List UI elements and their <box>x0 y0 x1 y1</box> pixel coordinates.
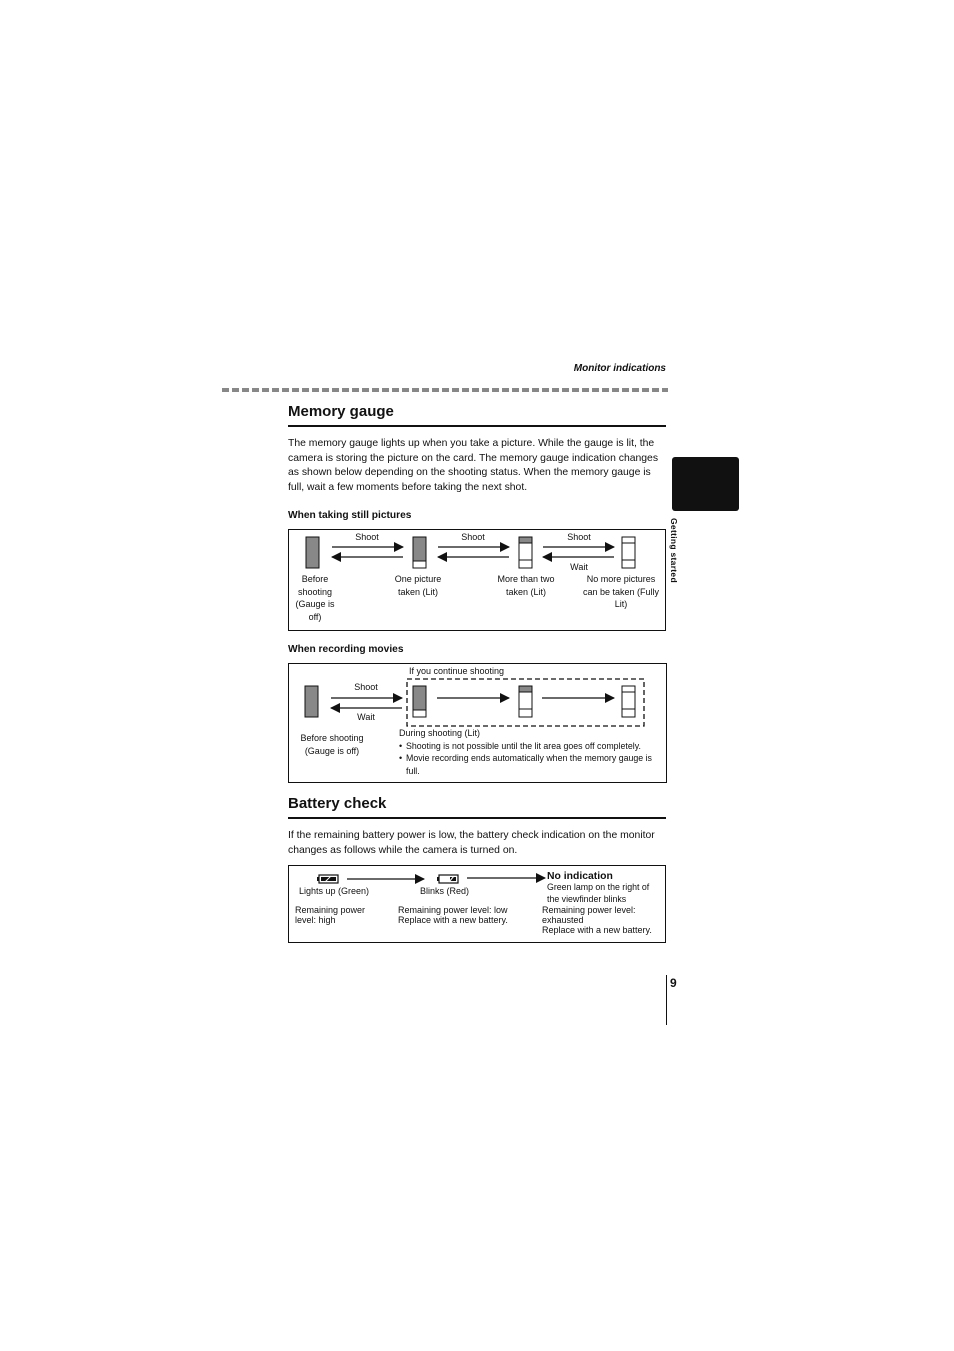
header-dashed-rule <box>222 388 668 392</box>
arrow-label-shoot: Shoot <box>354 682 378 692</box>
recording-movies-diagram <box>288 663 667 783</box>
detail-line-1: Green lamp on the right of <box>547 882 650 892</box>
level-line-2: Replace with a new battery. <box>398 915 508 925</box>
running-title: Monitor indications <box>573 363 666 374</box>
memory-gauge-rule <box>288 425 666 427</box>
level-line-2: level: high <box>295 915 336 925</box>
arrow-label-wait: Wait <box>357 712 375 722</box>
battery-status-blinks: Blinks (Red) <box>420 886 470 896</box>
note-text: Shooting is not possible until the lit area goes off completely. <box>406 740 641 751</box>
still-pictures-diagram <box>288 529 666 631</box>
arrow-label-shoot: Shoot <box>355 532 379 542</box>
bullet-icon: • <box>399 753 403 764</box>
note-item <box>399 752 667 777</box>
note-text: Movie recording ends automatically when the memory gauge is full. <box>406 753 652 776</box>
memory-gauge-title: Memory gauge <box>288 403 394 420</box>
battery-check-paragraph: If the remaining battery power is low, the battery check indication on the monitor changes as follows while the camera is turned on. <box>288 830 655 856</box>
battery-low-icon <box>437 875 458 883</box>
battery-check-title: Battery check <box>288 795 387 812</box>
gauge-icon-during-2 <box>519 686 532 717</box>
arrow-label-shoot: Shoot <box>461 532 485 542</box>
level-line-1: Remaining power <box>295 905 366 915</box>
battery-level-high <box>295 905 365 925</box>
during-caption-title: During shooting (Lit) <box>399 728 481 738</box>
note-item <box>399 740 667 753</box>
level-line-1: Remaining power level: <box>542 905 636 915</box>
detail-line-2: the viewfinder blinks <box>547 894 627 904</box>
battery-check-diagram <box>288 865 666 943</box>
gauge-icon-one <box>413 537 426 568</box>
arrow-label-shoot: Shoot <box>567 532 591 542</box>
still-pictures-subtitle: When taking still pictures <box>288 510 412 521</box>
gauge-icon-during-1 <box>413 686 426 717</box>
chapter-tab <box>672 457 739 511</box>
battery-status-no-indication: No indication <box>547 871 613 882</box>
gauge-icon-two <box>519 537 532 568</box>
caption-before-shooting: Before shooting (Gauge is off) <box>295 574 335 622</box>
page-number: 9 <box>670 976 677 990</box>
level-line-1: Remaining power level: low <box>398 905 508 915</box>
gauge-icon-full <box>622 537 635 568</box>
caption-no-more-pictures: No more pictures can be taken (Fully Lit) <box>582 574 660 610</box>
before-caption-line-1: Before shooting <box>300 733 364 743</box>
battery-status-lights-up: Lights up (Green) <box>299 886 370 896</box>
recording-movies-subtitle: When recording movies <box>288 644 404 655</box>
caption-one-picture: One picture taken (Lit) <box>394 574 442 597</box>
gauge-icon-before <box>305 686 318 717</box>
arrow-label-wait: Wait <box>570 562 588 572</box>
battery-check-rule <box>288 817 666 819</box>
battery-level-exhausted <box>542 905 652 935</box>
level-line-2: exhausted <box>542 915 584 925</box>
caption-before-shooting <box>289 732 375 757</box>
page-number-rule <box>666 975 667 1025</box>
no-indication-detail <box>547 881 665 905</box>
chapter-tab-label: Getting started <box>669 518 679 583</box>
bullet-icon: • <box>399 740 403 751</box>
memory-gauge-paragraph: The memory gauge lights up when you take a picture. While the gauge is lit, the camera is storing the picture on the card. The memory gauge indication changes as shown below depending on the shooting status. When the memory gauge is full, wait a few moments before taking the next shot. <box>288 438 659 493</box>
before-caption-line-2: (Gauge is off) <box>304 745 360 756</box>
continue-shooting-label: If you continue shooting <box>409 666 505 676</box>
gauge-icon-during-3 <box>622 686 635 717</box>
level-line-3: Replace with a new battery. <box>542 925 652 935</box>
during-shooting-caption <box>399 727 667 777</box>
caption-more-than-two: More than two taken (Lit) <box>497 574 555 597</box>
battery-full-icon <box>317 875 338 883</box>
battery-level-low <box>398 905 508 925</box>
gauge-icon-before <box>306 537 319 568</box>
